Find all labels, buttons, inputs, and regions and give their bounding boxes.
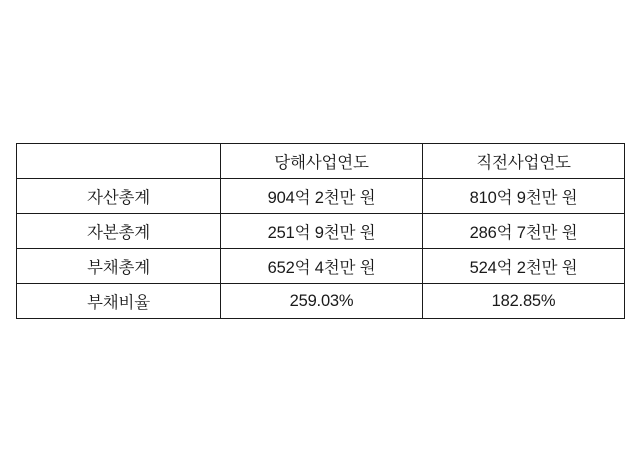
row-label-total-equity: 자본총계 xyxy=(17,214,221,249)
cell-total-liabilities-current: 652억 4천만 원 xyxy=(221,249,423,284)
financial-summary-table xyxy=(16,143,625,319)
cell-debt-ratio-previous: 182.85% xyxy=(423,284,625,319)
table-header-row xyxy=(17,144,625,179)
table-row xyxy=(17,179,625,214)
row-label-total-liabilities: 부채총계 xyxy=(17,249,221,284)
cell-total-equity-previous: 286억 7천만 원 xyxy=(423,214,625,249)
cell-total-assets-current: 904억 2천만 원 xyxy=(221,179,423,214)
column-header-current-year: 당해사업연도 xyxy=(221,144,423,179)
cell-debt-ratio-current: 259.03% xyxy=(221,284,423,319)
row-label-debt-ratio: 부채비율 xyxy=(17,284,221,319)
table-corner-cell xyxy=(17,144,221,179)
cell-total-assets-previous: 810억 9천만 원 xyxy=(423,179,625,214)
table-row xyxy=(17,214,625,249)
financial-table-container xyxy=(16,143,624,319)
table-row xyxy=(17,284,625,319)
column-header-previous-year: 직전사업연도 xyxy=(423,144,625,179)
table-row xyxy=(17,249,625,284)
cell-total-equity-current: 251억 9천만 원 xyxy=(221,214,423,249)
row-label-total-assets: 자산총계 xyxy=(17,179,221,214)
cell-total-liabilities-previous: 524억 2천만 원 xyxy=(423,249,625,284)
